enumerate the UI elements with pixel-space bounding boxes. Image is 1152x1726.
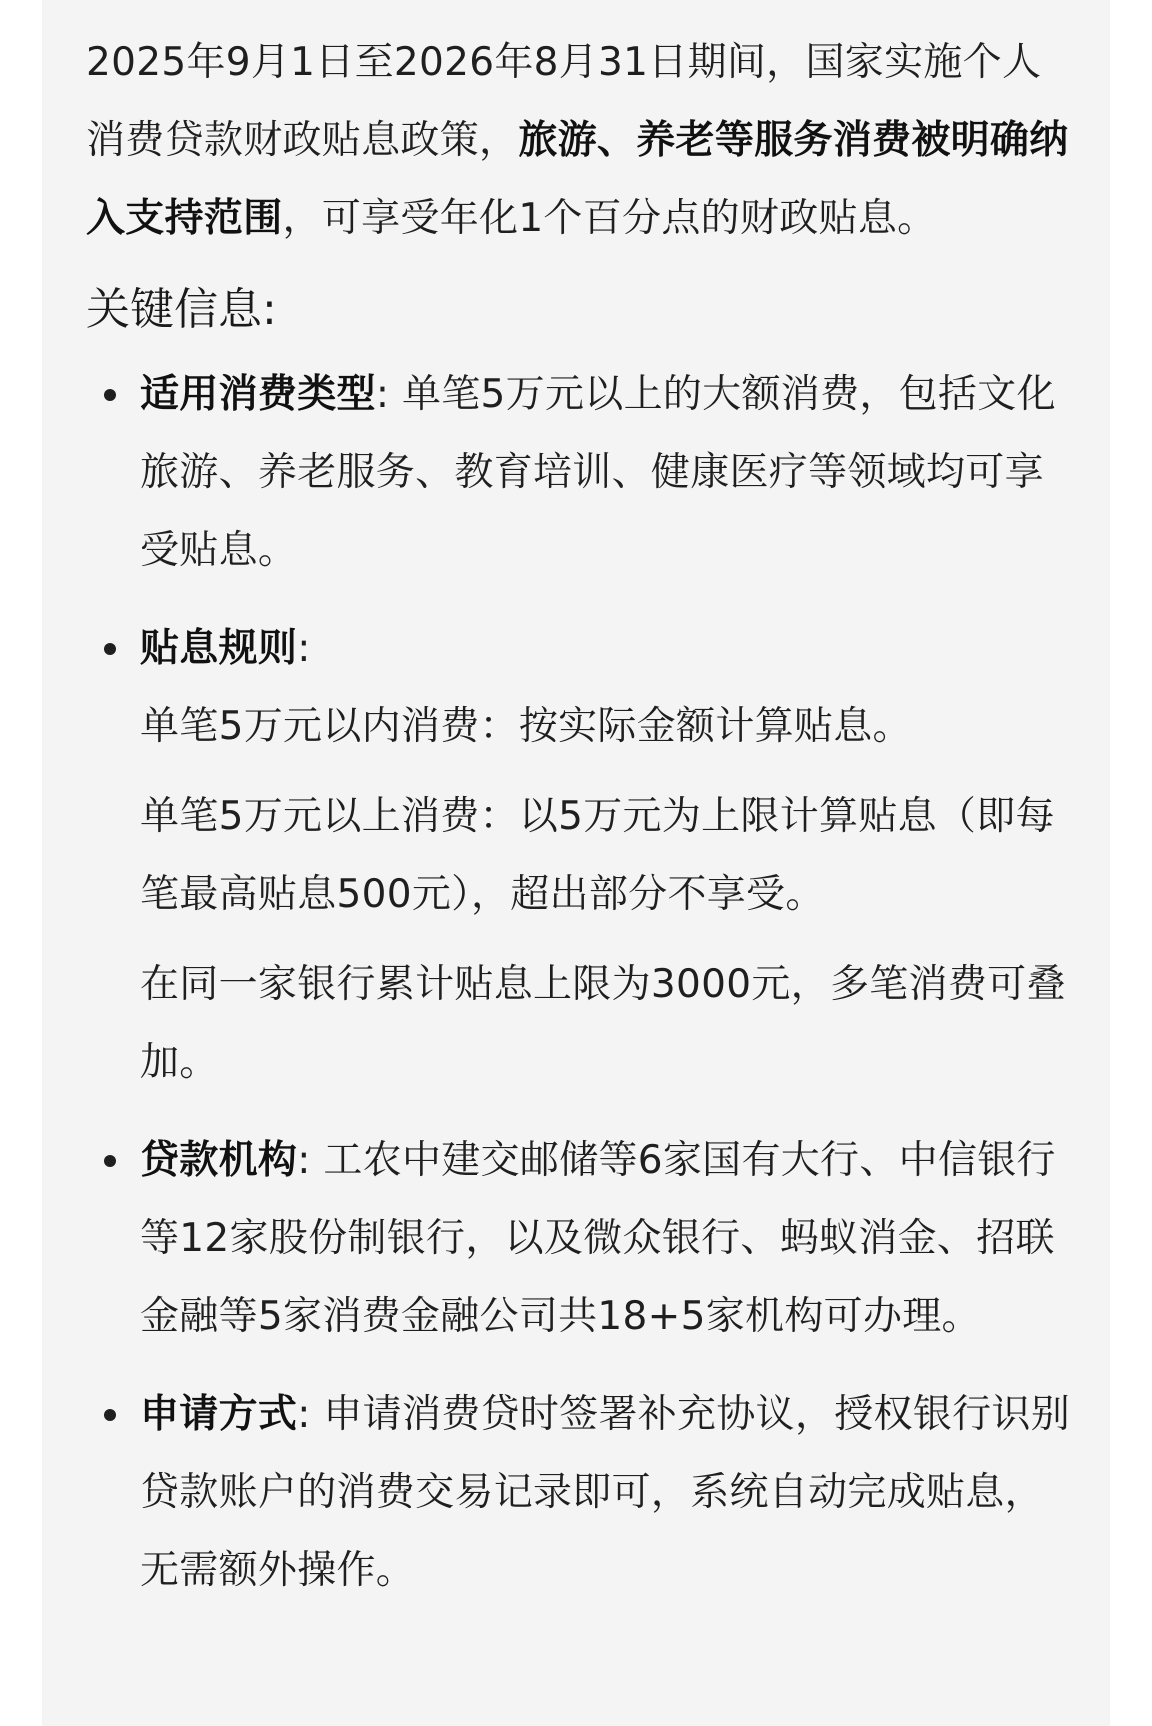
item-text: 工农中建交邮储等6家国有大行、中信银行等12家股份制银行，以及微众银行、蚂蚁消金、招联金融等5家消费金融公司共18+5家机构可办理。 bbox=[140, 1138, 1056, 1339]
bullet-icon bbox=[104, 1155, 116, 1167]
article-content bbox=[86, 24, 1076, 1630]
rule-line: 在同一家银行累计贴息上限为3000元，多笔消费可叠加。 bbox=[140, 962, 1066, 1085]
rule-line: 单笔5万元以内消费：按实际金额计算贴息。 bbox=[140, 704, 912, 749]
item-text: 申请消费贷时签署补充协议，授权银行识别贷款账户的消费交易记录即可，系统自动完成贴息，无需额外操作。 bbox=[140, 1392, 1071, 1593]
item-label: 贴息规则 bbox=[140, 626, 298, 671]
item-label: 贷款机构 bbox=[140, 1138, 298, 1183]
item-text: 单笔5万元以上的大额消费，包括文化旅游、养老服务、教育培训、健康医疗等领域均可享受贴息。 bbox=[140, 372, 1056, 573]
intro-bold-text: 旅游、养老等服务消费被明确纳入支持范围 bbox=[86, 118, 1069, 241]
item-label: 适用消费类型 bbox=[140, 372, 376, 417]
item-separator: : bbox=[297, 1138, 324, 1183]
key-info-heading: 关键信息: bbox=[86, 284, 277, 335]
key-info-list bbox=[86, 356, 1076, 1610]
list-item-loan-institutions bbox=[86, 1122, 1076, 1356]
item-separator: : bbox=[297, 626, 311, 671]
intro-paragraph bbox=[86, 24, 1076, 258]
item-separator: : bbox=[375, 372, 402, 417]
bullet-icon bbox=[104, 643, 116, 655]
list-item-application-method bbox=[86, 1376, 1076, 1610]
bullet-icon bbox=[104, 1409, 116, 1421]
intro-text-before: 2025年9月1日至2026年8月31日期间，国家实施个人消费贷款财政贴息政策， bbox=[86, 40, 1042, 163]
list-item-subsidy-rules bbox=[86, 610, 1076, 1102]
bullet-icon bbox=[104, 389, 116, 401]
rule-line: 单笔5万元以上消费：以5万元为上限计算贴息（即每笔最高贴息500元），超出部分不享受。 bbox=[140, 794, 1055, 917]
item-separator: : bbox=[297, 1392, 324, 1437]
article-card bbox=[42, 0, 1110, 1726]
list-item-consumption-type bbox=[86, 356, 1076, 590]
item-label: 申请方式 bbox=[140, 1392, 298, 1437]
intro-text-after: ，可享受年化1个百分点的财政贴息。 bbox=[282, 196, 937, 241]
